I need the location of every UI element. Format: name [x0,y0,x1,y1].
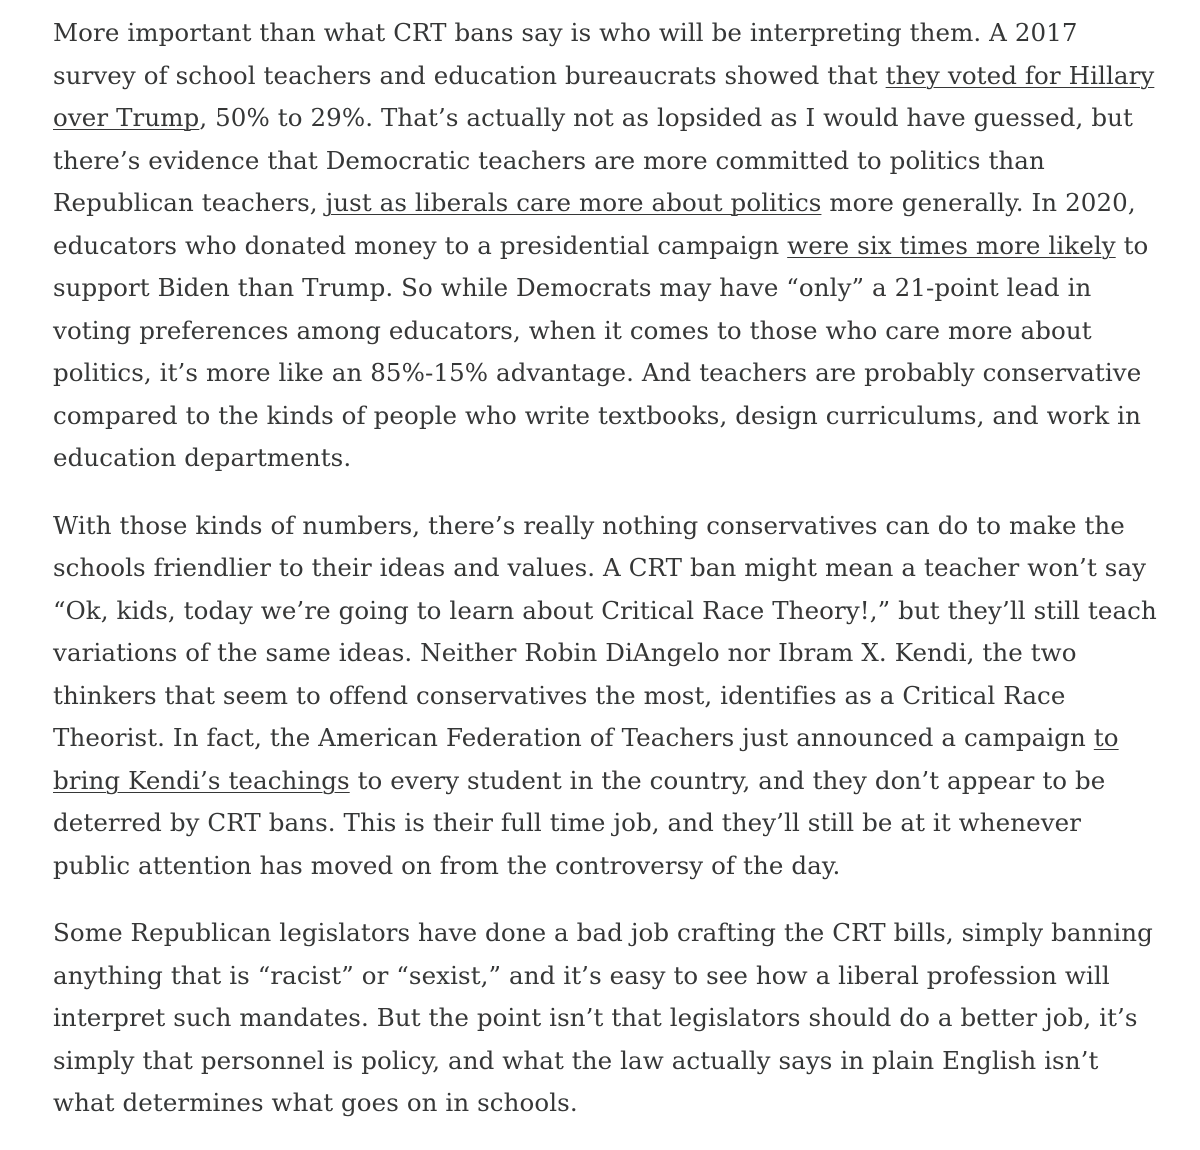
text-line [53,717,1119,760]
text-segment: Some Republican legislators have done a bad job crafting the CRT bills, simply banning [53,918,1153,947]
text-line [53,675,1113,718]
text-line [53,760,1113,803]
text-line [53,55,1155,98]
text-line [53,225,1149,268]
text-segment: More important than what CRT bans say is who will be interpreting them. A 2017 [53,18,1078,47]
inline-link[interactable]: they voted for Hillary [885,60,1155,90]
text-line [53,1040,1113,1083]
paragraph [53,505,1157,888]
article-body [53,12,1157,1150]
text-segment: interpret such mandates. But the point isn’t that legislators should do a better job, it’s [53,1003,1138,1032]
text-line [53,997,1138,1040]
text-segment: schools friendlier to their ideas and values. A CRT ban might mean a teacher won’t say [53,553,1147,582]
text-line [53,182,1136,225]
text-segment: “Ok, kids, today we’re going to learn about Critical Race Theory!,” but they’ll still teach [53,595,1157,625]
text-line [53,632,1113,675]
text-segment: thinkers that seem to offend conservatives the most, identifies as a Critical Race [53,680,1066,710]
text-segment: educators who donated money to a presidential campaign [53,230,788,260]
paragraph [53,12,1155,480]
text-line [53,802,1113,845]
text-segment: voting preferences among educators, when it comes to those who care more about [53,315,1092,345]
text-segment: , 50% to 29%. That’s actually not as lopsided as I would have guessed, but [199,103,1133,132]
text-segment: Theorist. In fact, the American Federation of Teachers just announced a campaign [53,723,1094,752]
text-line [53,505,1125,548]
text-line [53,845,1113,888]
inline-link[interactable]: just as liberals care more about politics [325,188,822,217]
text-line [53,267,1113,310]
text-segment: support Biden than Trump. So while Democrats may have “only” a 21-point lead in [53,273,1092,302]
text-segment: there’s evidence that Democratic teachers are more committed to politics than [53,145,1045,175]
text-segment: compared to the kinds of people who write textbooks, design curriculums, and work in [53,400,1141,430]
text-line [53,310,1113,353]
text-segment: anything that is “racist” or “sexist,” and it’s easy to see how a liberal profession will [53,960,1110,990]
text-line [53,140,1113,183]
text-segment: to [1115,230,1149,260]
text-line [53,912,1153,955]
inline-link[interactable]: were six times more likely [787,230,1116,260]
inline-link[interactable]: to [1093,723,1119,752]
text-segment: what determines what goes on in schools. [53,1088,578,1117]
text-segment: simply that personnel is policy, and what the law actually says in plain English isn’t [53,1045,1099,1075]
text-segment: survey of school teachers and education bureaucrats showed that [53,60,886,90]
paragraph [53,912,1153,1125]
text-line [53,547,1147,590]
text-line [53,12,1113,55]
text-segment: politics, it’s more like an 85%-15% advantage. And teachers are probably conservative [53,358,1142,387]
inline-link[interactable]: bring Kendi’s teachings [53,765,350,795]
text-segment: more generally. In 2020, [821,188,1136,217]
text-segment: deterred by CRT bans. This is their full time job, and they’ll still be at it whenever [53,808,1082,837]
text-segment: Republican teachers, [53,188,326,217]
text-line [53,590,1157,633]
text-segment: education departments. [53,443,352,472]
inline-link[interactable]: over Trump [53,103,200,132]
text-segment: With those kinds of numbers, there’s really nothing conservatives can do to make the [53,510,1125,540]
text-line [53,352,1142,395]
text-line [53,1082,1113,1125]
text-segment: to every student in the country, and they don’t appear to be [349,765,1106,795]
text-segment: variations of the same ideas. Neither Robin DiAngelo nor Ibram X. Kendi, the two [53,638,1077,667]
text-segment: public attention has moved on from the controversy of the day. [53,850,841,880]
text-line [53,955,1113,998]
text-line [53,395,1141,438]
text-line [53,437,1113,480]
text-line [53,97,1133,140]
